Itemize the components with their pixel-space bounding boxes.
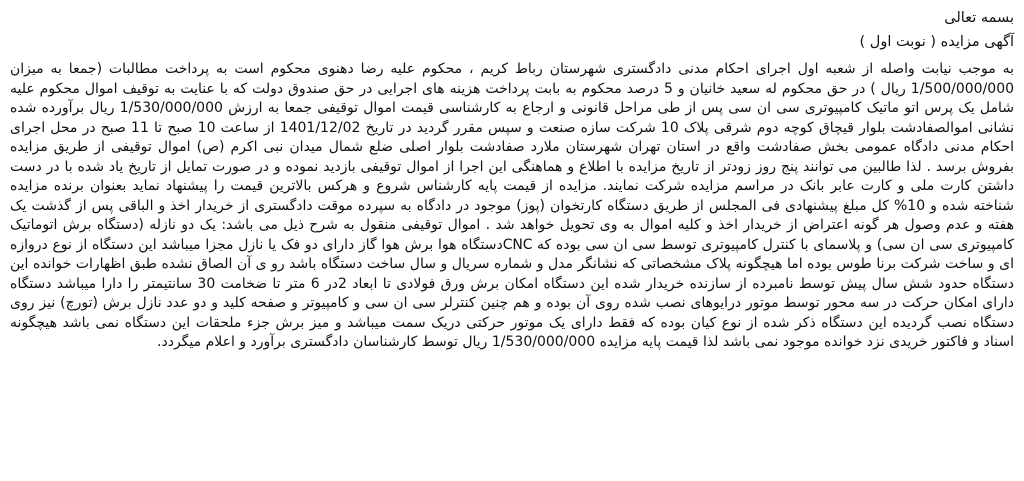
- notice-title: آگهی مزایده ( نوبت اول ): [859, 34, 1014, 50]
- notice-heading: بسمه تعالی: [944, 10, 1014, 26]
- notice-body: به موجب نیابت واصله از شعبه اول اجرای احکام مدنی دادگستری شهرستان رباط کریم ، محکوم علیه رضا دهنوی محکوم است به پرداخت مطالبات (جمعا به میزان 1/500/000/000 ریال ) در حق محکوم له سعید خانیان و 5 درصد محکوم به بابت پرداخت هزینه های اجرایی در حق صندوق دولت که با عنایت به توقیف اموال محکوم علیه شامل یک پرس اتو ماتیک کامپیوتری سی ان سی پس از طی مراحل قانونی و ارجاع به کارشناسی قیمت اموال توقیفی جمعا به ارزش 1/530/000/000 ریال برآورده شده نشانی اموالصفادشت بلوار قیچاق کوچه دوم شرقی پلاک 10 شرکت سازه صنعت و سپس مقرر گردید در تاریخ 1401/12/02 از ساعت 10 صبح تا 11 صبح در محل اجرای احکام مدنی دادگاه عمومی بخش صفادشت واقع در استان تهران شهرستان ملارد صفادشت بلوار اصلی ضلع شمال میدان نبی اکرم (ص) اموال توقیفی از طریق مزایده بفروش برسد . لذا طالبین می توانند پنج روز زودتر از تاریخ مزایده با اطلاع و هماهنگی این اجرا از اموال توقیفی بازدید نموده و در صورت تمایل از تاریخ یاد شده با در دست داشتن کارت ملی و کارت عابر بانک در مراسم مزایده شرکت نمایند. مزایده از قیمت پایه کارشناس شروع و هرکس بالاترین قیمت را پیشنهاد نماید بعنوان برنده مزایده شناخته شده و 10% کل مبلغ پیشنهادی فی المجلس از طریق دستگاه کارتخوان (پوز) موجود در دادگاه به سپرده موقت دادگستری از خریدار اخذ و الباقی پس از گذشت یک هفته و عدم وصول هر گونه اعتراض از خریدار اخذ و کلیه اموال به وی تحویل خواهد شد . اموال توقیفی منقول به شرح ذیل می باشد: یک دو نازله (دستگاه برش اتوماتیک کامپیوتری سی ان سی) و پلاسمای با کنترل کامپیوتری توسط سی ان سی بوده که CNCدستگاه هوا برش هوا گاز دارای دو فک یا نازل مجزا میباشد این دستگاه از نوع دروازه ای و ساخت شرکت برنا طوس بوده اما هیچگونه پلاک مشخصاتی که نشانگر مدل و شماره سریال و سال ساخت دستگاه باشد رو ی آن الصاق نشده طبق اظهارات خوانده این دستگاه حدود شش سال پیش توسط نامبرده از سازنده خریدار شده این دستگاه امکان برش ورق فولادی تا ابعاد 2در 6 متر تا ضخامت 30 سانتیمتر را دارا میباشد دستگاه دارای امکان حرکت در سه محور توسط موتور درایوهای نصب شده روی آن بوده و هم چنین کنترلر سی ان سی و کامپیوتر و صفحه کلید و دو عدد نازل برش (تورچ) نیز روی دستگاه نصب گردیده این دستگاه ذکر شده از نوع کیان بوده که فقط دارای یک موتور حرکتی دریک سمت میباشد و میز برش جزء ملحقات این دستگاه نمی باشد هیچگونه اسناد و فاکتور خریدی نزد خوانده موجود نمی باشد لذا قیمت پایه مزایده 1/530/000/000 ریال توسط کارشناسان دادگستری برآورد و اعلام میگردد.: [10, 61, 1015, 350]
